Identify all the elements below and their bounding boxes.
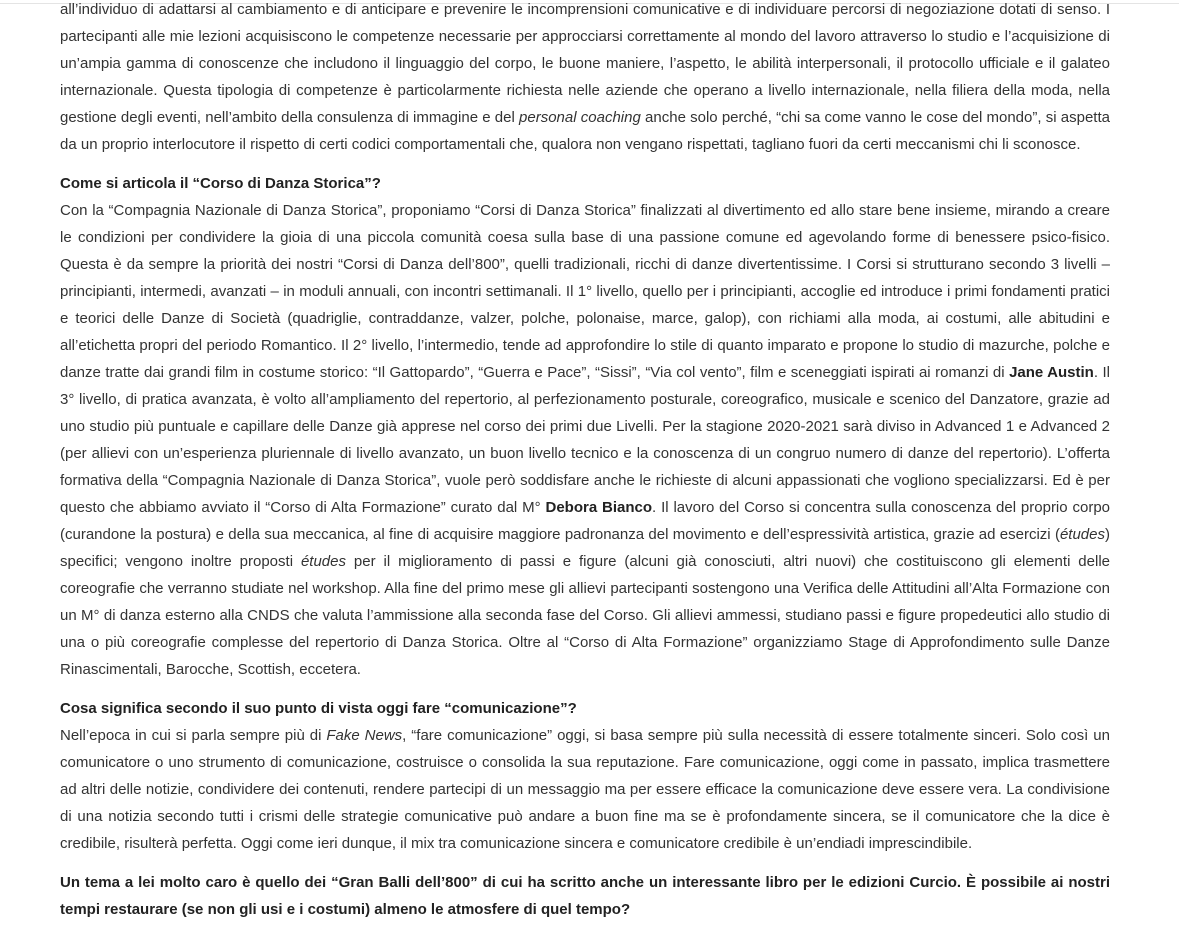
bold-name: Jane Austin [1009,364,1094,381]
article-body [60,0,1110,923]
paragraph-text: anche solo perché, “chi sa come vanno le cose del mondo”, si aspetta da un proprio interlocutore il rispetto di certi codici comportamentali che, qualora non vengano rispettati, tagliano fuori da certi meccanismi chi li sconosce. [60,109,1110,153]
paragraph-text: per il miglioramento di passi e figure (alcuni già conosciuti, altri nuovi) che costituiscono gli elementi delle coreografie che verranno studiate nel workshop. Alla fine del primo mese gli allievi partecipanti sostengono una Verifica delle Attitudini all’Alta Formazione con un M° di danza esterno alla CNDS che valuta l’ammissione alla seconda fase del Corso. Gli allievi ammessi, studiano passi e figure propedeutici allo studio di una o più coreografie complesse del repertorio di Danza Storica. Oltre al “Corso di Alta Formazione” organizziamo Stage di Approfondimento sulle Danze Rinascimentali, Barocche, Scottish, eccetera. [60,553,1111,678]
italic-term: personal coaching [519,109,641,126]
paragraph-text: . Il lavoro del Corso si concentra sulla conoscenza del proprio corpo (curandone la postura) e della sua meccanica, al fine di acquisire maggiore padronanza del movimento e dell’espressività artistica, grazie ad esercizi ( [60,499,1111,543]
italic-term: études [1059,526,1105,543]
bold-name: Debora Bianco [545,499,653,516]
answer-corso-danza-storica [60,197,1110,683]
question-gran-balli: Un tema a lei molto caro è quello dei “Gran Balli dell’800” di cui ha scritto anche un interessante libro per le edizioni Curcio. È possibile ai nostri tempi restaurare (se non gli usi e i costumi) almeno le atmosfere di quel tempo? [60,874,1110,918]
paragraph-text: Nell’epoca in cui si parla sempre più di [60,727,327,744]
paragraph-text: ) specifici; vengono inoltre proposti [60,526,1110,570]
paragraph-text: . Il 3° livello, di pratica avanzata, è volto all’ampliamento del repertorio, al perfezionamento posturale, coreografico, musicale e scenico del Danzatore, grazie ad uno studio più puntuale e capillare delle Danze già apprese nel corso dei primi due Livelli. Per la stagione 2020-2021 sarà diviso in Advanced 1 e Advanced 2 (per allievi con un’esperienza pluriennale di livello avanzato, un buon livello tecnico e la conoscenza di un congruo numero di danze del repertorio). L’offerta formativa della “Compagnia Nazionale di Danza Storica”, vuole però soddisfare anche le richieste di alcuni appassionati che vogliono specializzarsi. Ed è per questo che abbiamo avviato il “Corso di Alta Formazione” curato dal M° [60,364,1110,516]
question-comunicazione: Cosa significa secondo il suo punto di vista oggi fare “comunicazione”? [60,700,577,717]
question-corso-danza-storica: Come si articola il “Corso di Danza Storica”? [60,175,381,192]
intro-paragraph [60,0,1110,158]
paragraph-text: , “fare comunicazione” oggi, si basa sempre più sulla necessità di essere totalmente sinceri. Solo così un comunicatore o uno strumento di comunicazione, costruisce o consolida la sua reputazione. Fare comunicazione, oggi come in passato, implica trasmettere ad altri delle notizie, condividere dei contenuti, rendere partecipi di un messaggio ma per essere efficace la comunicazione deve essere vera. La condivisione di una notizia secondo tutti i crismi delle strategie comunicative può andare a buon fine ma se è profondamente sincera, se il comunicatore che la dice è credibile, risulterà perfetta. Oggi come ieri dunque, il mix tra comunicazione sincera e comunicatore credibile è un’endiadi imprescindibile. [60,727,1110,852]
answer-comunicazione [60,722,1110,857]
paragraph-text: all’individuo di adattarsi al cambiamento e di anticipare e prevenire le incomprensioni comunicative e di individuare percorsi di negoziazione dotati di senso. I partecipanti alle mie lezioni acquisiscono le competenze necessarie per approcciarsi correttamente al mondo del lavoro attraverso lo studio e l’acquisizione di un’ampia gamma di conoscenze che includono il linguaggio del corpo, le buone maniere, l’aspetto, le abilità interpersonali, il protocollo ufficiale e il galateo internazionale. Questa tipologia di competenze è particolarmente richiesta nelle aziende che operano a livello internazionale, nella filiera della moda, nella gestione degli eventi, nell’ambito della consulenza di immagine e del [60,1,1110,126]
paragraph-text: Con la “Compagnia Nazionale di Danza Storica”, proponiamo “Corsi di Danza Storica” finalizzati al divertimento ed allo stare bene insieme, mirando a creare le condizioni per condividere la gioia di una piccola comunità coesa sulla base di una passione comune ed agevolando forme di benessere psico-fisico. Questa è da sempre la priorità dei nostri “Corsi di Danza dell’800”, quelli tradizionali, ricchi di danze divertentissime. I Corsi si strutturano secondo 3 livelli – principianti, intermedi, avanzati – in moduli annuali, con incontri settimanali. Il 1° livello, quello per i principianti, accoglie ed introduce i primi fondamenti pratici e teorici delle Danze di Società (quadriglie, contraddanze, valzer, polche, polonaise, marce, galop), con richiami alla moda, ai costumi, alle abitudini e all’etichetta propri del periodo Romantico. Il 2° livello, l’intermedio, tende ad approfondire lo stile di quanto imparato e propone lo studio di mazurche, polche e danze tratte dai grandi film in costume storico: “Il Gattopardo”, “Guerra e Pace”, “Sissi”, “Via col vento”, film e sceneggiati ispirati ai romanzi di [60,202,1110,381]
italic-term: Fake News [326,727,403,744]
italic-term: études [300,553,346,570]
